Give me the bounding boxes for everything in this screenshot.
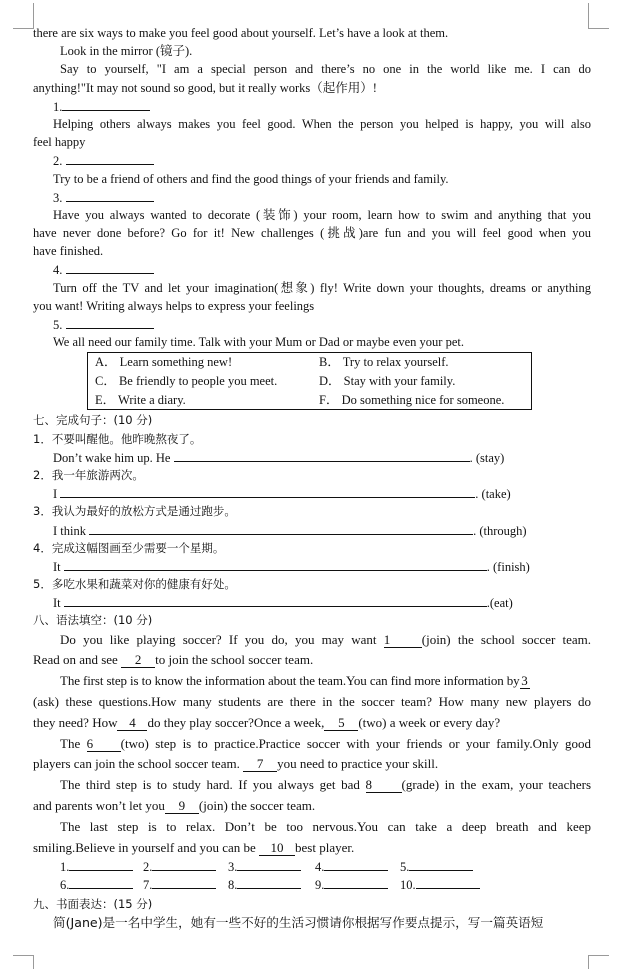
- grammar-line: The last step is to relax. Don’t be too nervous.You can take a deep breath and keep: [60, 818, 591, 834]
- answer-blank[interactable]: [66, 315, 154, 329]
- passage-line: have finished.: [33, 244, 104, 259]
- passage-line: Say to yourself, "I am a special person and there’s no one in the world like me. I can do: [60, 62, 591, 77]
- gap-5[interactable]: 5: [324, 715, 358, 731]
- answer-blank[interactable]: [64, 593, 487, 607]
- gap-9[interactable]: 9: [165, 798, 199, 814]
- document-page: [33, 24, 591, 932]
- passage-line: Have you always wanted to decorate (装饰) your room, learn how to swim and anything that you: [53, 207, 591, 222]
- grammar-line: and parents won’t let you 9 (join) the soccer team.: [33, 798, 316, 813]
- answer-blank[interactable]: [64, 557, 487, 571]
- passage-line: We all need our family time. Talk with your Mum or Dad or maybe even your pet.: [53, 335, 464, 350]
- grammar-line: The first step is to know the information about the team.You can find more information by 3: [60, 673, 528, 689]
- gap-7[interactable]: 7: [243, 756, 277, 772]
- translation-answer-line: It . (finish): [33, 557, 591, 575]
- answer-blank[interactable]: [66, 188, 154, 202]
- crop-mark-bottom-left: [13, 955, 34, 969]
- gap-10[interactable]: 10: [259, 840, 295, 856]
- answer-blank[interactable]: [66, 151, 154, 165]
- section-heading: 九、书面表达：(15 分): [33, 897, 153, 912]
- answer-slot-9[interactable]: 9.: [315, 876, 388, 894]
- passage-line: Helping others always makes you feel good. When the person you helped is happy, you will also: [53, 116, 591, 131]
- options-box: [87, 352, 532, 410]
- blank-line-1: [33, 97, 591, 115]
- blank-number: 1.: [53, 99, 63, 114]
- writing-prompt: 简(Jane)是一名中学生，她有一些不好的生活习惯请你根据写作要点提示，写一篇英语短: [53, 914, 544, 930]
- translation-answer-line: I think . (through): [33, 521, 591, 539]
- blank-number: 4.: [53, 263, 63, 278]
- section-heading: 七、完成句子：(10 分): [33, 413, 153, 428]
- passage-line: anything!"It may not sound so good, but it really works（起作用）!: [33, 80, 377, 95]
- passage-line: have never done before? Go for it! New challenges (挑战)are fun and you will feel good when you: [33, 226, 591, 241]
- answer-slot-3[interactable]: 3.: [228, 858, 301, 876]
- translation-prompt: 2．我一年旅游两次。: [33, 467, 144, 482]
- grammar-passage: [33, 630, 591, 859]
- option-c: C． Be friendly to people you meet.: [95, 374, 278, 389]
- blank-line-3: [33, 188, 591, 206]
- gap-3[interactable]: 3: [521, 673, 528, 689]
- blank-number: 5.: [53, 318, 63, 332]
- answer-blank[interactable]: [89, 521, 473, 535]
- passage-line: Turn off the TV and let your imagination(想象) fly! Write down your thoughts, dreams or anything: [53, 280, 591, 295]
- answer-slot-10[interactable]: 10.: [400, 876, 480, 894]
- passage-line: Look in the mirror (镜子).: [60, 44, 193, 59]
- passage-line: there are six ways to make you feel good about yourself. Let’s have a look at them.: [33, 26, 449, 40]
- translation-answer-line: Don’t wake him up. He . (stay): [33, 448, 591, 466]
- option-d: D． Stay with your family.: [319, 374, 456, 389]
- grammar-line: smiling.Believe in yourself and you can be 10 best player.: [33, 839, 355, 855]
- translation-prompt: 5．多吃水果和蔬菜对你的健康有好处。: [33, 577, 236, 592]
- answer-slot-6[interactable]: 6.: [60, 876, 133, 894]
- crop-mark-top-right: [588, 3, 609, 29]
- gap-2[interactable]: 2: [121, 652, 155, 668]
- passage-line: you want! Writing always helps to express your feelings: [33, 298, 315, 313]
- answer-slot-4[interactable]: 4.: [315, 858, 388, 876]
- gap-6[interactable]: 6: [87, 736, 121, 752]
- translation-prompt: 1．不要叫醒他。他昨晚熬夜了。: [33, 431, 202, 446]
- blank-line-5: [33, 315, 591, 333]
- answer-row-2: [33, 876, 591, 894]
- grammar-line: The 6 (two) step is to practice.Practice soccer with your friends or your family.Only good: [60, 735, 591, 751]
- translation-prompt: 3．我认为最好的放松方式是通过跑步。: [33, 504, 236, 519]
- section-heading: 八、语法填空：(10 分): [33, 613, 153, 628]
- crop-mark-top-left: [13, 3, 34, 29]
- option-f: F． Do something nice for someone.: [319, 393, 505, 408]
- gap-1[interactable]: 1: [384, 632, 422, 648]
- grammar-line: Read on and see 2 to join the school soccer team.: [33, 652, 314, 668]
- answer-blank[interactable]: [66, 260, 154, 274]
- option-b: B． Try to relax yourself.: [319, 355, 449, 370]
- answer-slot-8[interactable]: 8.: [228, 876, 301, 894]
- grammar-line: they need? How 4 do they play soccer?Once a week, 5 (two) a week or every day?: [33, 714, 501, 730]
- answer-slot-1[interactable]: 1.: [60, 858, 133, 876]
- grammar-line: The third step is to study hard. If you always get bad 8 (grade) in the exam, your teachers: [60, 777, 591, 793]
- translation-answer-line: I . (take): [33, 484, 591, 502]
- answer-slot-2[interactable]: 2.: [143, 858, 216, 876]
- blank-number: 3.: [53, 190, 63, 205]
- grammar-line: players can join the school soccer team. 7 you need to practice your skill.: [33, 756, 439, 772]
- crop-mark-bottom-right: [588, 955, 609, 969]
- answer-row-1: [33, 858, 591, 876]
- gap-4[interactable]: 4: [117, 715, 147, 731]
- option-a: A． Learn something new!: [95, 355, 233, 370]
- translation-answer-line: It .(eat): [33, 593, 591, 611]
- grammar-line: Do you like playing soccer? If you do, you may want 1 (join) the school soccer team.: [60, 631, 591, 647]
- option-e: E． Write a diary.: [95, 393, 186, 408]
- blank-number: 2.: [53, 154, 63, 169]
- answer-blank[interactable]: [60, 484, 475, 498]
- passage-line: feel happy: [33, 135, 86, 150]
- answer-blank[interactable]: [174, 448, 470, 462]
- grammar-line: (ask) these questions.How many students are there in the soccer team? How many new players do: [33, 694, 591, 710]
- answer-blank[interactable]: [62, 97, 150, 111]
- blank-line-2: [33, 151, 591, 169]
- answer-slot-7[interactable]: 7.: [143, 876, 216, 894]
- answer-slot-5[interactable]: 5.: [400, 858, 473, 876]
- passage-line: Try to be a friend of others and find the good things of your friends and family.: [53, 171, 449, 186]
- translation-prompt: 4．完成这幅图画至少需要一个星期。: [33, 540, 225, 555]
- gap-8[interactable]: 8: [366, 777, 402, 793]
- blank-line-4: [33, 260, 591, 278]
